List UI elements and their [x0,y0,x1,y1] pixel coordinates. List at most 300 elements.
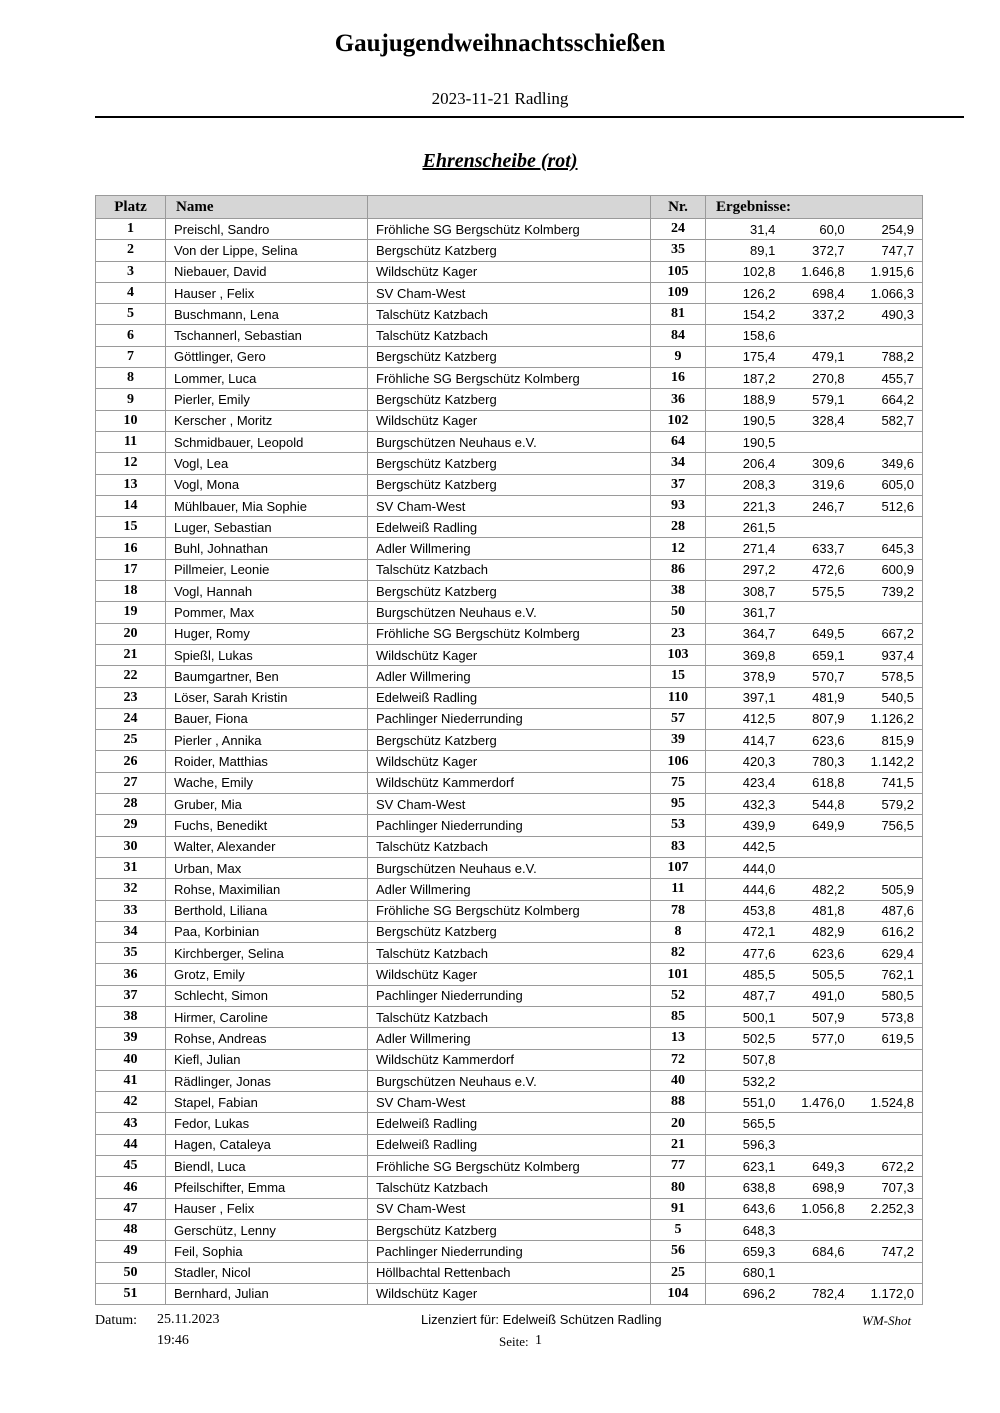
club-cell: SV Cham-West [368,1198,651,1219]
club-cell: Talschütz Katzbach [368,1177,651,1198]
rank-cell: 37 [96,985,166,1006]
table-row [96,772,923,793]
result-value-2: 1.056,8 [801,1201,845,1217]
club-cell: Fröhliche SG Bergschütz Kolmberg [368,623,651,644]
start-number-cell: 34 [651,453,706,474]
result-value-1: 190,5 [742,434,776,450]
rank-cell: 43 [96,1113,166,1134]
rank-cell: 32 [96,879,166,900]
result-value-2: 1.646,8 [801,264,845,280]
results-cell [706,410,923,431]
result-value-3: 578,5 [881,668,914,684]
table-row [96,346,923,367]
name-cell: Hauser , Felix [166,1198,368,1219]
results-cell [706,261,923,282]
result-value-3 [845,1052,914,1067]
results-cell [706,1177,923,1198]
result-value-3: 664,2 [881,392,914,408]
result-value-1: 158,6 [742,328,776,344]
result-value-1: 175,4 [742,349,776,365]
result-value-3: 788,2 [881,349,914,365]
club-cell: Wildschütz Kager [368,410,651,431]
result-value-2: 1.476,0 [801,1094,845,1110]
table-row [96,1049,923,1070]
header-divider [95,116,964,118]
rank-cell: 30 [96,836,166,857]
result-value-1: 154,2 [742,306,776,322]
club-cell: Fröhliche SG Bergschütz Kolmberg [368,900,651,921]
result-value-3: 756,5 [881,817,914,833]
start-number-cell: 56 [651,1241,706,1262]
result-value-3: 747,7 [881,242,914,258]
result-value-3: 672,2 [881,1158,914,1174]
result-value-3: 747,2 [881,1243,914,1259]
start-number-cell: 105 [651,261,706,282]
result-value-3: 707,3 [881,1180,914,1195]
rank-cell: 23 [96,687,166,708]
rank-cell: 28 [96,794,166,815]
result-value-2 [775,1074,844,1089]
result-value-2: 544,8 [812,796,845,812]
club-cell: Pachlinger Niederrunding [368,708,651,729]
result-value-3: 741,5 [881,775,914,791]
result-value-2 [775,328,844,343]
name-cell: Spießl, Lukas [166,644,368,665]
result-value-2: 507,9 [812,1009,845,1025]
name-cell: Stadler, Nicol [166,1262,368,1283]
rank-cell: 17 [96,559,166,580]
name-cell: Schlecht, Simon [166,985,368,1006]
table-row [96,1219,923,1240]
result-value-1: 502,5 [742,1030,776,1046]
start-number-cell: 110 [651,687,706,708]
club-cell: Fröhliche SG Bergschütz Kolmberg [368,219,651,240]
table-row [96,517,923,538]
result-value-1: 442,5 [742,839,776,855]
rank-cell: 42 [96,1092,166,1113]
results-cell [706,687,923,708]
club-cell: Burgschützen Neuhaus e.V. [368,602,651,623]
name-cell: Huger, Romy [166,623,368,644]
result-value-2 [775,1052,844,1067]
results-cell [706,389,923,410]
footer-brand: WM-Shot [862,1313,912,1328]
club-cell: Pachlinger Niederrunding [368,985,651,1006]
name-cell: Stapel, Fabian [166,1092,368,1113]
result-value-1: 126,2 [742,285,776,301]
rank-cell: 29 [96,815,166,836]
result-value-1: 397,1 [742,690,776,706]
start-number-cell: 13 [651,1028,706,1049]
club-cell: Wildschütz Kammerdorf [368,772,651,793]
result-value-3 [845,1223,914,1238]
start-number-cell: 11 [651,879,706,900]
start-number-cell: 106 [651,751,706,772]
rank-cell: 6 [96,325,166,346]
start-number-cell: 72 [651,1049,706,1070]
result-value-1: 623,1 [742,1158,776,1174]
result-value-2 [775,1265,844,1280]
result-value-1: 659,3 [742,1243,776,1259]
result-value-2: 479,1 [812,349,845,365]
name-cell: Vogl, Mona [166,474,368,495]
header-platz: Platz [96,196,166,219]
start-number-cell: 86 [651,559,706,580]
table-row [96,879,923,900]
name-cell: Kerscher , Moritz [166,410,368,431]
rank-cell: 25 [96,730,166,751]
club-cell: Bergschütz Katzberg [368,1219,651,1240]
results-cell [706,538,923,559]
rank-cell: 45 [96,1156,166,1177]
name-cell: Vogl, Hannah [166,581,368,602]
rank-cell: 4 [96,282,166,303]
rank-cell: 31 [96,857,166,878]
result-value-2: 575,5 [812,583,845,599]
name-cell: Pillmeier, Leonie [166,559,368,580]
rank-cell: 35 [96,943,166,964]
result-value-1: 412,5 [742,711,776,727]
result-value-2: 270,8 [812,370,845,386]
result-value-1: 271,4 [742,541,776,557]
result-value-3: 1.915,6 [870,264,914,280]
rank-cell: 40 [96,1049,166,1070]
result-value-2: 633,7 [812,541,845,557]
footer-page-number: 1 [535,1333,542,1348]
table-row [96,1156,923,1177]
result-value-1: 565,5 [742,1116,776,1132]
table-row [96,751,923,772]
header-name: Name [166,196,368,219]
result-value-3 [845,839,914,854]
table-row [96,304,923,325]
name-cell: Pommer, Max [166,602,368,623]
result-value-2: 570,7 [812,668,845,684]
rank-cell: 9 [96,389,166,410]
table-row [96,985,923,1006]
rank-cell: 41 [96,1070,166,1091]
rank-cell: 47 [96,1198,166,1219]
result-value-2: 505,5 [812,967,845,983]
club-cell: Talschütz Katzbach [368,325,651,346]
start-number-cell: 37 [651,474,706,495]
result-value-3: 573,8 [881,1009,914,1025]
result-value-3: 667,2 [881,626,914,642]
results-cell [706,751,923,772]
result-value-3: 1.126,2 [870,711,914,727]
result-value-1: 208,3 [742,477,776,493]
start-number-cell: 107 [651,857,706,878]
club-cell: SV Cham-West [368,282,651,303]
name-cell: Tschannerl, Sebastian [166,325,368,346]
start-number-cell: 57 [651,708,706,729]
name-cell: Urban, Max [166,857,368,878]
results-cell [706,1049,923,1070]
result-value-1: 643,6 [742,1201,776,1217]
start-number-cell: 95 [651,794,706,815]
result-value-2: 491,0 [812,988,845,1004]
start-number-cell: 82 [651,943,706,964]
table-row [96,1241,923,1262]
start-number-cell: 38 [651,581,706,602]
club-cell: Bergschütz Katzberg [368,389,651,410]
footer-license: Lizenziert für: Edelweiß Schützen Radling [421,1312,662,1327]
name-cell: Baumgartner, Ben [166,666,368,687]
rank-cell: 14 [96,495,166,516]
club-cell: Edelweiß Radling [368,517,651,538]
name-cell: Gerschütz, Lenny [166,1219,368,1240]
table-row [96,623,923,644]
event-date-location: 2023-11-21 Radling [431,89,569,108]
result-value-2: 579,1 [812,392,845,408]
result-value-3: 616,2 [881,924,914,940]
results-cell [706,857,923,878]
club-cell: Höllbachtal Rettenbach [368,1262,651,1283]
results-cell [706,1113,923,1134]
result-value-3: 1.172,0 [870,1286,914,1302]
results-cell [706,1156,923,1177]
results-cell [706,1283,923,1304]
result-value-1: 487,7 [742,988,776,1004]
table-row [96,857,923,878]
club-cell: Wildschütz Kager [368,1283,651,1304]
name-cell: Pierler, Emily [166,389,368,410]
table-row [96,325,923,346]
results-cell [706,964,923,985]
rank-cell: 20 [96,623,166,644]
result-value-2 [775,839,844,854]
rank-cell: 49 [96,1241,166,1262]
result-value-3: 1.524,8 [870,1094,914,1110]
results-cell [706,815,923,836]
start-number-cell: 64 [651,431,706,452]
table-row [96,687,923,708]
rank-cell: 27 [96,772,166,793]
header-results: Ergebnisse: [706,196,923,219]
table-row [96,900,923,921]
rank-cell: 50 [96,1262,166,1283]
start-number-cell: 81 [651,304,706,325]
club-cell: SV Cham-West [368,1092,651,1113]
start-number-cell: 109 [651,282,706,303]
rank-cell: 16 [96,538,166,559]
start-number-cell: 25 [651,1262,706,1283]
table-row [96,1177,923,1198]
table-row [96,1198,923,1219]
name-cell: Niebauer, David [166,261,368,282]
table-row [96,581,923,602]
rank-cell: 5 [96,304,166,325]
rank-cell: 21 [96,644,166,665]
results-cell [706,1134,923,1155]
result-value-3: 490,3 [881,306,914,322]
result-value-1: 308,7 [742,583,776,599]
result-value-1: 378,9 [742,668,776,684]
rank-cell: 1 [96,219,166,240]
result-value-1: 89,1 [750,242,776,258]
rank-cell: 51 [96,1283,166,1304]
name-cell: Grotz, Emily [166,964,368,985]
club-cell: Talschütz Katzbach [368,304,651,325]
start-number-cell: 35 [651,240,706,261]
results-cell [706,581,923,602]
result-value-1: 551,0 [742,1094,776,1110]
results-cell [706,1198,923,1219]
start-number-cell: 50 [651,602,706,623]
club-cell: Talschütz Katzbach [368,836,651,857]
name-cell: Pierler , Annika [166,730,368,751]
result-value-2: 698,9 [812,1180,845,1195]
club-cell: Wildschütz Kager [368,644,651,665]
club-cell: Adler Willmering [368,1028,651,1049]
table-row [96,559,923,580]
result-value-3: 512,6 [881,498,914,514]
name-cell: Göttlinger, Gero [166,346,368,367]
results-cell [706,666,923,687]
result-value-1: 472,1 [742,924,776,940]
result-value-1: 361,7 [742,604,776,620]
result-value-2: 246,7 [812,498,845,514]
results-cell [706,921,923,942]
name-cell: Kiefl, Julian [166,1049,368,1070]
result-value-1: 500,1 [742,1009,776,1025]
start-number-cell: 77 [651,1156,706,1177]
result-value-1: 444,6 [742,881,776,897]
results-cell [706,1006,923,1027]
result-value-2: 372,7 [812,242,845,258]
result-value-1: 187,2 [742,370,776,386]
club-cell: Wildschütz Kager [368,964,651,985]
results-cell [706,708,923,729]
club-cell: Fröhliche SG Bergschütz Kolmberg [368,368,651,389]
name-cell: Gruber, Mia [166,794,368,815]
result-value-1: 420,3 [742,754,776,770]
rank-cell: 22 [96,666,166,687]
rank-cell: 36 [96,964,166,985]
result-value-2: 659,1 [812,647,845,663]
name-cell: Schmidbauer, Leopold [166,431,368,452]
footer-page-label: Seite: [499,1334,529,1349]
name-cell: Mühlbauer, Mia Sophie [166,495,368,516]
result-value-3: 2.252,3 [870,1201,914,1217]
club-cell: Wildschütz Kager [368,751,651,772]
table-row [96,794,923,815]
result-value-2: 328,4 [812,413,845,429]
table-row [96,815,923,836]
start-number-cell: 102 [651,410,706,431]
result-value-2 [775,520,844,535]
club-cell: Bergschütz Katzberg [368,921,651,942]
result-value-3 [845,1074,914,1089]
table-row [96,1262,923,1283]
result-value-2: 482,9 [812,924,845,940]
table-row [96,282,923,303]
start-number-cell: 93 [651,495,706,516]
club-cell: Bergschütz Katzberg [368,730,651,751]
name-cell: Berthold, Liliana [166,900,368,921]
result-value-3 [845,1265,914,1280]
footer-time: 19:46 [157,1333,189,1348]
club-cell: Wildschütz Kager [368,261,651,282]
result-value-3: 937,4 [881,647,914,663]
result-value-1: 485,5 [742,967,776,983]
result-value-3: 254,9 [881,221,914,237]
results-cell [706,879,923,900]
name-cell: Bernhard, Julian [166,1283,368,1304]
result-value-1: 507,8 [742,1052,776,1068]
result-value-3: 580,5 [881,988,914,1004]
table-row [96,1006,923,1027]
club-cell: Bergschütz Katzberg [368,474,651,495]
result-value-3: 1.142,2 [870,754,914,770]
result-value-3 [845,328,914,343]
result-value-2: 309,6 [812,455,845,471]
result-value-2 [775,1116,844,1131]
table-row [96,730,923,751]
result-value-3 [845,435,914,450]
table-row [96,368,923,389]
name-cell: Von der Lippe, Selina [166,240,368,261]
club-cell: Adler Willmering [368,879,651,900]
name-cell: Hagen, Cataleya [166,1134,368,1155]
club-cell: Bergschütz Katzberg [368,346,651,367]
rank-cell: 11 [96,431,166,452]
club-cell: Adler Willmering [368,538,651,559]
result-value-2 [775,1137,844,1152]
rank-cell: 44 [96,1134,166,1155]
result-value-3: 629,4 [881,945,914,961]
results-cell [706,1070,923,1091]
club-cell: SV Cham-West [368,794,651,815]
club-cell: Burgschützen Neuhaus e.V. [368,431,651,452]
table-row [96,240,923,261]
name-cell: Bauer, Fiona [166,708,368,729]
results-cell [706,794,923,815]
table-row [96,1070,923,1091]
result-value-2: 577,0 [812,1030,845,1046]
club-cell: Pachlinger Niederrunding [368,1241,651,1262]
result-value-2: 649,3 [812,1158,845,1174]
name-cell: Buschmann, Lena [166,304,368,325]
results-cell [706,559,923,580]
result-value-2: 481,9 [812,690,845,706]
results-cell [706,346,923,367]
results-cell [706,623,923,644]
name-cell: Kirchberger, Selina [166,943,368,964]
result-value-3: 487,6 [881,903,914,919]
result-value-3: 762,1 [881,967,914,983]
club-cell: Talschütz Katzbach [368,559,651,580]
results-cell [706,1262,923,1283]
result-value-2: 649,9 [812,817,845,833]
results-cell [706,985,923,1006]
result-value-1: 439,9 [742,817,776,833]
table-row [96,1113,923,1134]
result-value-2: 623,6 [812,732,845,748]
results-cell [706,900,923,921]
rank-cell: 24 [96,708,166,729]
rank-cell: 15 [96,517,166,538]
start-number-cell: 8 [651,921,706,942]
start-number-cell: 20 [651,1113,706,1134]
start-number-cell: 36 [651,389,706,410]
start-number-cell: 78 [651,900,706,921]
result-value-3 [845,520,914,535]
result-value-3: 540,5 [881,690,914,706]
rank-cell: 46 [96,1177,166,1198]
result-value-1: 190,5 [742,413,776,429]
start-number-cell: 88 [651,1092,706,1113]
